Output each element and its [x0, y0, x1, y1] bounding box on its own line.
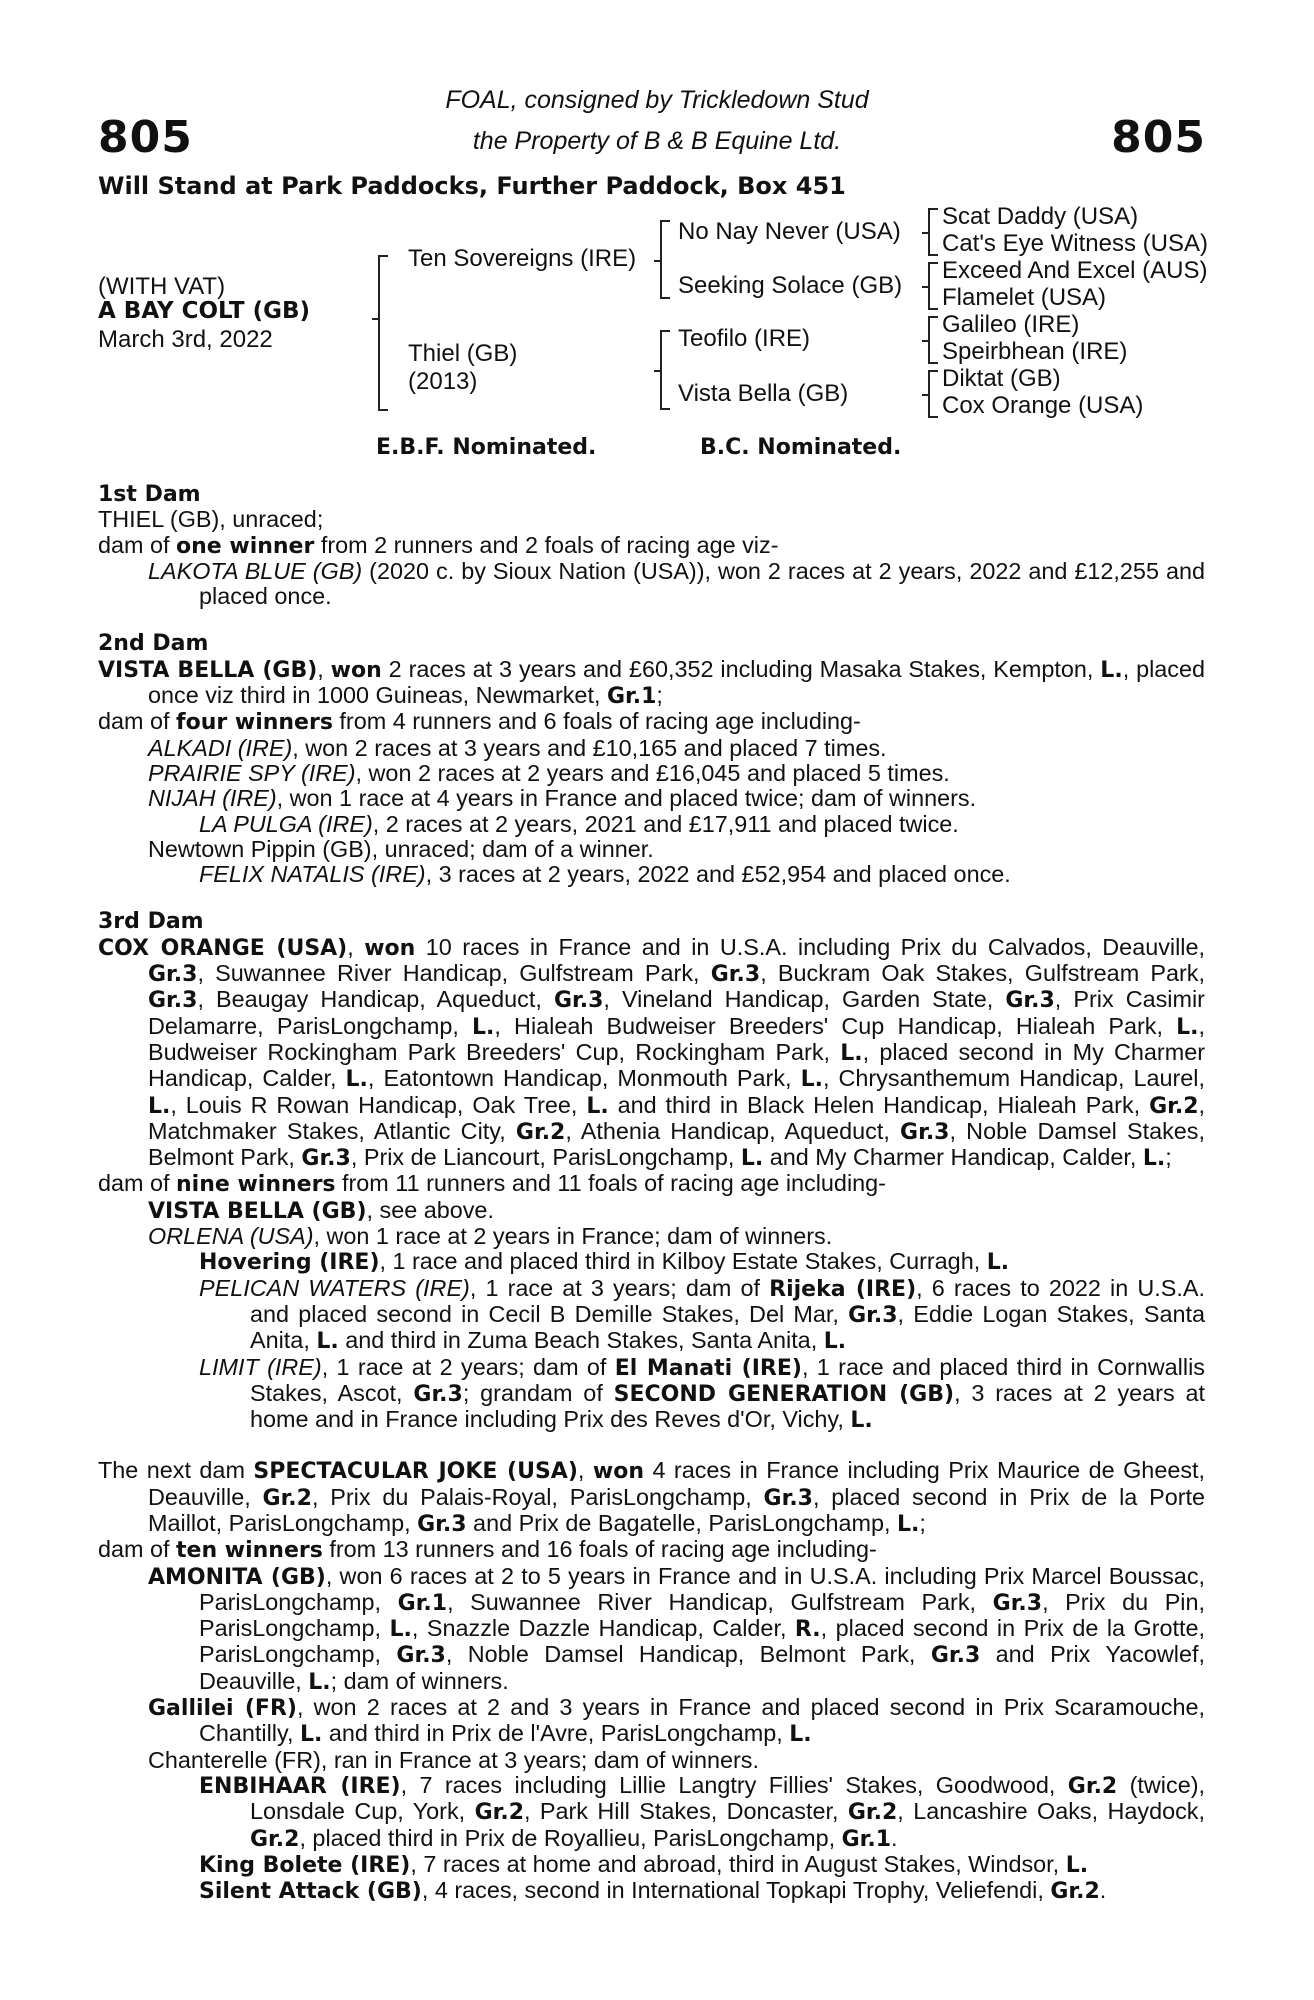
pedigree-dds: Diktat (GB) [942, 365, 1061, 392]
catalogue-text [98, 482, 1205, 1904]
pedigree-brace-main [378, 255, 388, 411]
section-3rd-dam: 3rd Dam [98, 909, 204, 935]
dam3-grandfoal-pelican-waters: PELICAN WATERS (IRE), 1 race at 3 years; dam of Rijeka (IRE), 6 races to 2022 in U.S.A. and placed second in Cecil B Demille Stakes, Del Mar, Gr.3, Eddie Logan Stakes, Santa Anita, L. and third in Zuma Beach Stakes, Santa Anita, L. [199, 1274, 1205, 1355]
dam3-line: COX ORANGE (USA), won 10 races in France and in U.S.A. including Prix du Calvados, Deauville, Gr.3, Suwannee River Handicap, Gulfstream Park, Gr.3, Buckram Oak Stakes, Gulfstream Park, Gr.3, Beaugay Handicap, Aqueduct, Gr.3, Vineland Handicap, Garden State, Gr.3, Prix Casimir Delamarre, ParisLongchamp, L., Hialeah Budweiser Breeders' Cup Handicap, Hialeah Park, L., Budweiser Rockingham Park Breeders' Cup, Rockingham Park, L., placed second in My Charmer Handicap, Calder, L., Eatontown Handicap, Monmouth Park, L., Chrysanthemum Handicap, Laurel, L., Louis R Rowan Handicap, Oak Tree, L. and third in Black Helen Handicap, Hialeah Park, Gr.2, Matchmaker Stakes, Atlantic City, Gr.2, Athenia Handicap, Aqueduct, Gr.3, Noble Damsel Stakes, Belmont Park, Gr.3, Prix de Liancourt, ParisLongchamp, L. and My Charmer Handicap, Calder, L.; [98, 933, 1206, 1172]
pedigree-brace-dam [660, 330, 670, 410]
brace-ss [928, 208, 938, 256]
section-2nd-dam: 2nd Dam [98, 631, 209, 657]
dam1-foal-lakota-blue: LAKOTA BLUE (GB) (2020 c. by Sioux Nation (USA)), won 2 races at 2 years, 2022 and £12,255 and placed once. [148, 557, 1205, 610]
pedigree-dam-dam: Vista Bella (GB) [678, 380, 849, 407]
dam3-produce-line: dam of nine winners from 11 runners and 11 foals of racing age including- [98, 1170, 886, 1198]
pedigree-dam-year: (2013) [408, 368, 478, 395]
pedigree-ddd: Cox Orange (USA) [942, 392, 1144, 419]
pedigree-dam-sire: Teofilo (IRE) [678, 325, 811, 352]
pedigree-sire-sire: No Nay Never (USA) [678, 218, 901, 245]
pedigree-sdd: Flamelet (USA) [942, 284, 1107, 311]
dam3-grandfoal-limit: LIMIT (IRE), 1 race at 2 years; dam of El Manati (IRE), 1 race and placed third in Cornwallis Stakes, Ascot, Gr.3; grandam of SECOND GENERATION (GB), 3 races at 2 years at home and in France including Prix des Reves d'Or, Vichy, L. [199, 1353, 1206, 1434]
pedigree-sire: Ten Sovereigns (IRE) [408, 245, 637, 272]
dam2-grandfoal-la-pulga: LA PULGA (IRE), 2 races at 2 years, 2021 and £17,911 and placed twice. [199, 810, 959, 837]
next-dam-foal-chanterelle: Chanterelle (FR), ran in France at 3 years; dam of winners. [148, 1746, 760, 1773]
dam2-line: VISTA BELLA (GB), won 2 races at 3 years and £60,352 including Masaka Stakes, Kempton, L., placed once viz third in 1000 Guineas, Newmarket, Gr.1; [98, 655, 1206, 710]
dam1-line: THIEL (GB), unraced; [98, 506, 324, 533]
vat-label: (WITH VAT) [98, 273, 226, 300]
dam2-produce-line: dam of four winners from 4 runners and 6 foals of racing age including- [98, 708, 861, 736]
dam2-grandfoal-felix-natalis: FELIX NATALIS (IRE), 3 races at 2 years, 2022 and £52,954 and placed once. [199, 861, 1011, 888]
next-dam-grandfoal-enbihaar: ENBIHAAR (IRE), 7 races including Lillie Langtry Fillies' Stakes, Goodwood, Gr.2 (twice), Lonsdale Cup, York, Gr.2, Park Hill Stakes, Doncaster, Gr.2, Lancashire Oaks, Haydock, Gr.2, placed third in Prix de Royallieu, ParisLongchamp, Gr.1. [199, 1771, 1205, 1852]
brace-ds [928, 316, 938, 364]
pedigree-sss: Scat Daddy (USA) [942, 203, 1139, 230]
next-dam-grandfoal-king-bolete: King Bolete (IRE), 7 races at home and abroad, third in August Stakes, Windsor, L. [199, 1850, 1089, 1878]
bc-nomination: B.C. Nominated. [700, 435, 902, 460]
horse-name: A BAY COLT (GB) [98, 298, 311, 324]
dam2-foal-alkadi: ALKADI (IRE), won 2 races at 3 years and £10,165 and placed 7 times. [148, 734, 887, 761]
next-dam-foal-amonita: AMONITA (GB), won 6 races at 2 to 5 years in France and in U.S.A. including Prix Marcel Boussac, ParisLongchamp, Gr.1, Suwannee River Handicap, Gulfstream Park, Gr.3, Prix du Pin, ParisLongchamp, L., Snazzle Dazzle Handicap, Calder, R., placed second in Prix de la Grotte, ParisLongchamp, Gr.3, Noble Damsel Handicap, Belmont Park, Gr.3 and Prix Yacowlef, Deauville, L.; dam of winners. [148, 1562, 1206, 1695]
next-dam-produce-line: dam of ten winners from 13 runners and 16 foals of racing age including- [98, 1536, 877, 1564]
dam3-grandfoal-hovering: Hovering (IRE), 1 race and placed third in Kilboy Estate Stakes, Curragh, L. [199, 1248, 1010, 1276]
pedigree-sds: Exceed And Excel (AUS) [942, 257, 1208, 284]
ebf-nomination: E.B.F. Nominated. [376, 435, 597, 460]
brace-dd [928, 370, 938, 418]
pedigree-dss: Galileo (IRE) [942, 311, 1080, 338]
lot-number-left: 805 [98, 112, 193, 163]
dam1-produce-line: dam of one winner from 2 runners and 2 foals of racing age viz- [98, 531, 779, 559]
pedigree-brace-sire [660, 220, 670, 299]
brace-sd [928, 262, 938, 310]
date-of-birth: March 3rd, 2022 [98, 326, 273, 353]
consignor-line: FOAL, consigned by Trickledown Stud [445, 86, 869, 114]
section-1st-dam: 1st Dam [98, 482, 201, 507]
dam3-foal-orlena: ORLENA (USA), won 1 race at 2 years in France; dam of winners. [148, 1223, 833, 1250]
dam3-foal-vista-bella: VISTA BELLA (GB), see above. [148, 1196, 494, 1224]
pedigree-dsd: Speirbhean (IRE) [942, 338, 1128, 365]
lot-number-right: 805 [1111, 112, 1206, 163]
dam2-foal-newtown-pippin: Newtown Pippin (GB), unraced; dam of a winner. [148, 835, 654, 862]
stand-location: Will Stand at Park Paddocks, Further Paddock, Box 451 [98, 172, 846, 200]
next-dam-foal-gallilei: Gallilei (FR), won 2 races at 2 and 3 years in France and placed second in Prix Scaramouche, Chantilly, L. and third in Prix de l'Avre, ParisLongchamp, L. [148, 1694, 1205, 1748]
dam2-foal-prairie-spy: PRAIRIE SPY (IRE), won 2 races at 2 years and £16,045 and placed 5 times. [148, 759, 950, 786]
pedigree-dam: Thiel (GB) [408, 340, 518, 367]
next-dam-line: The next dam SPECTACULAR JOKE (USA), won 4 races in France including Prix Maurice de Gheest, Deauville, Gr.2, Prix du Palais-Royal, ParisLongchamp, Gr.3, placed second in Prix de la Porte Maillot, ParisLongchamp, Gr.3 and Prix de Bagatelle, ParisLongchamp, L.; [98, 1457, 1206, 1537]
property-line: the Property of B & B Equine Ltd. [472, 127, 842, 155]
next-dam-grandfoal-silent-attack: Silent Attack (GB), 4 races, second in International Topkapi Trophy, Veliefendi, Gr.2. [199, 1877, 1107, 1905]
pedigree-sire-dam: Seeking Solace (GB) [678, 272, 903, 299]
pedigree-ssd: Cat's Eye Witness (USA) [942, 230, 1208, 257]
dam2-foal-nijah: NIJAH (IRE), won 1 race at 4 years in France and placed twice; dam of winners. [148, 785, 977, 812]
